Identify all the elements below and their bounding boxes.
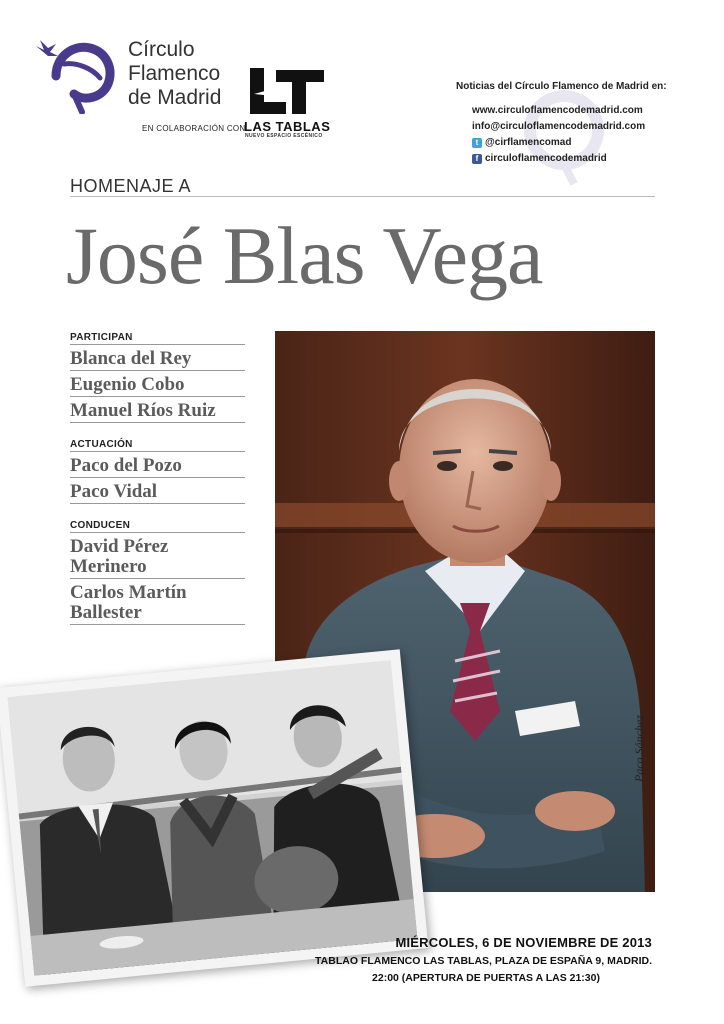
facebook-link[interactable]: [472, 151, 645, 167]
host-name-line-2: Ballester: [70, 602, 142, 623]
twitter-icon: t: [472, 138, 482, 148]
twitter-link[interactable]: [472, 135, 645, 151]
website-text: www.circuloflamencodemadrid.com: [472, 105, 643, 116]
event-date: MIÉRCOLES, 6 DE NOVIEMBRE DE 2013: [395, 935, 652, 950]
email-text: info@circuloflamencodemadrid.com: [472, 121, 646, 132]
performer-name: Paco del Pozo: [70, 452, 245, 478]
partner-tagline: NUEVO ESPACIO ESCÉNICO: [245, 133, 323, 139]
host-name-line-2: Merinero: [70, 556, 147, 577]
event-place: TABLAO FLAMENCO LAS TABLAS, PLAZA DE ESPAÑA 9, MADRID.: [315, 955, 652, 967]
photo-credit: Paco Sánchez: [632, 715, 646, 782]
host-name-line-1: Carlos Martín: [70, 582, 187, 603]
partner-name: LAS TABLAS: [244, 119, 331, 134]
news-links: [472, 103, 645, 167]
event-info: [290, 935, 652, 984]
news-title: Noticias del Círculo Flamenco de Madrid en:: [456, 81, 667, 92]
event-time: 22:00 (APERTURA DE PUERTAS A LAS 21:30): [372, 972, 600, 984]
twitter-text: @cirflamencomad: [485, 137, 572, 148]
circulo-flamenco-logo-icon: [34, 38, 120, 114]
host-name: [70, 533, 245, 579]
participan-label: PARTICIPAN: [70, 332, 245, 345]
host-name-line-1: David Pérez: [70, 536, 169, 557]
org-name-line-3: de Madrid: [128, 86, 222, 109]
website-link[interactable]: [472, 103, 645, 119]
homenaje-label: HOMENAJE A: [70, 176, 192, 196]
org-name-line-1: Círculo: [128, 38, 195, 61]
performer-name: Paco Vidal: [70, 478, 245, 504]
facebook-text: circuloflamencodemadrid: [485, 153, 607, 164]
actuacion-label: ACTUACIÓN: [70, 439, 245, 452]
participant-name: Eugenio Cobo: [70, 371, 245, 397]
conducen-label: CONDUCEN: [70, 520, 245, 533]
host-name: [70, 579, 245, 625]
org-name-line-2: Flamenco: [128, 62, 221, 85]
participant-name: Blanca del Rey: [70, 345, 245, 371]
collab-label: EN COLABORACIÓN CON: [142, 124, 246, 133]
title-divider: [70, 196, 655, 197]
honoree-name: José Blas Vega: [66, 210, 543, 301]
participant-name: Manuel Ríos Ruiz: [70, 397, 245, 423]
program-list: [70, 332, 245, 625]
org-name: [128, 38, 221, 110]
email-link[interactable]: [472, 119, 645, 135]
las-tablas-logo-icon: [246, 64, 326, 120]
facebook-icon: f: [472, 154, 482, 164]
